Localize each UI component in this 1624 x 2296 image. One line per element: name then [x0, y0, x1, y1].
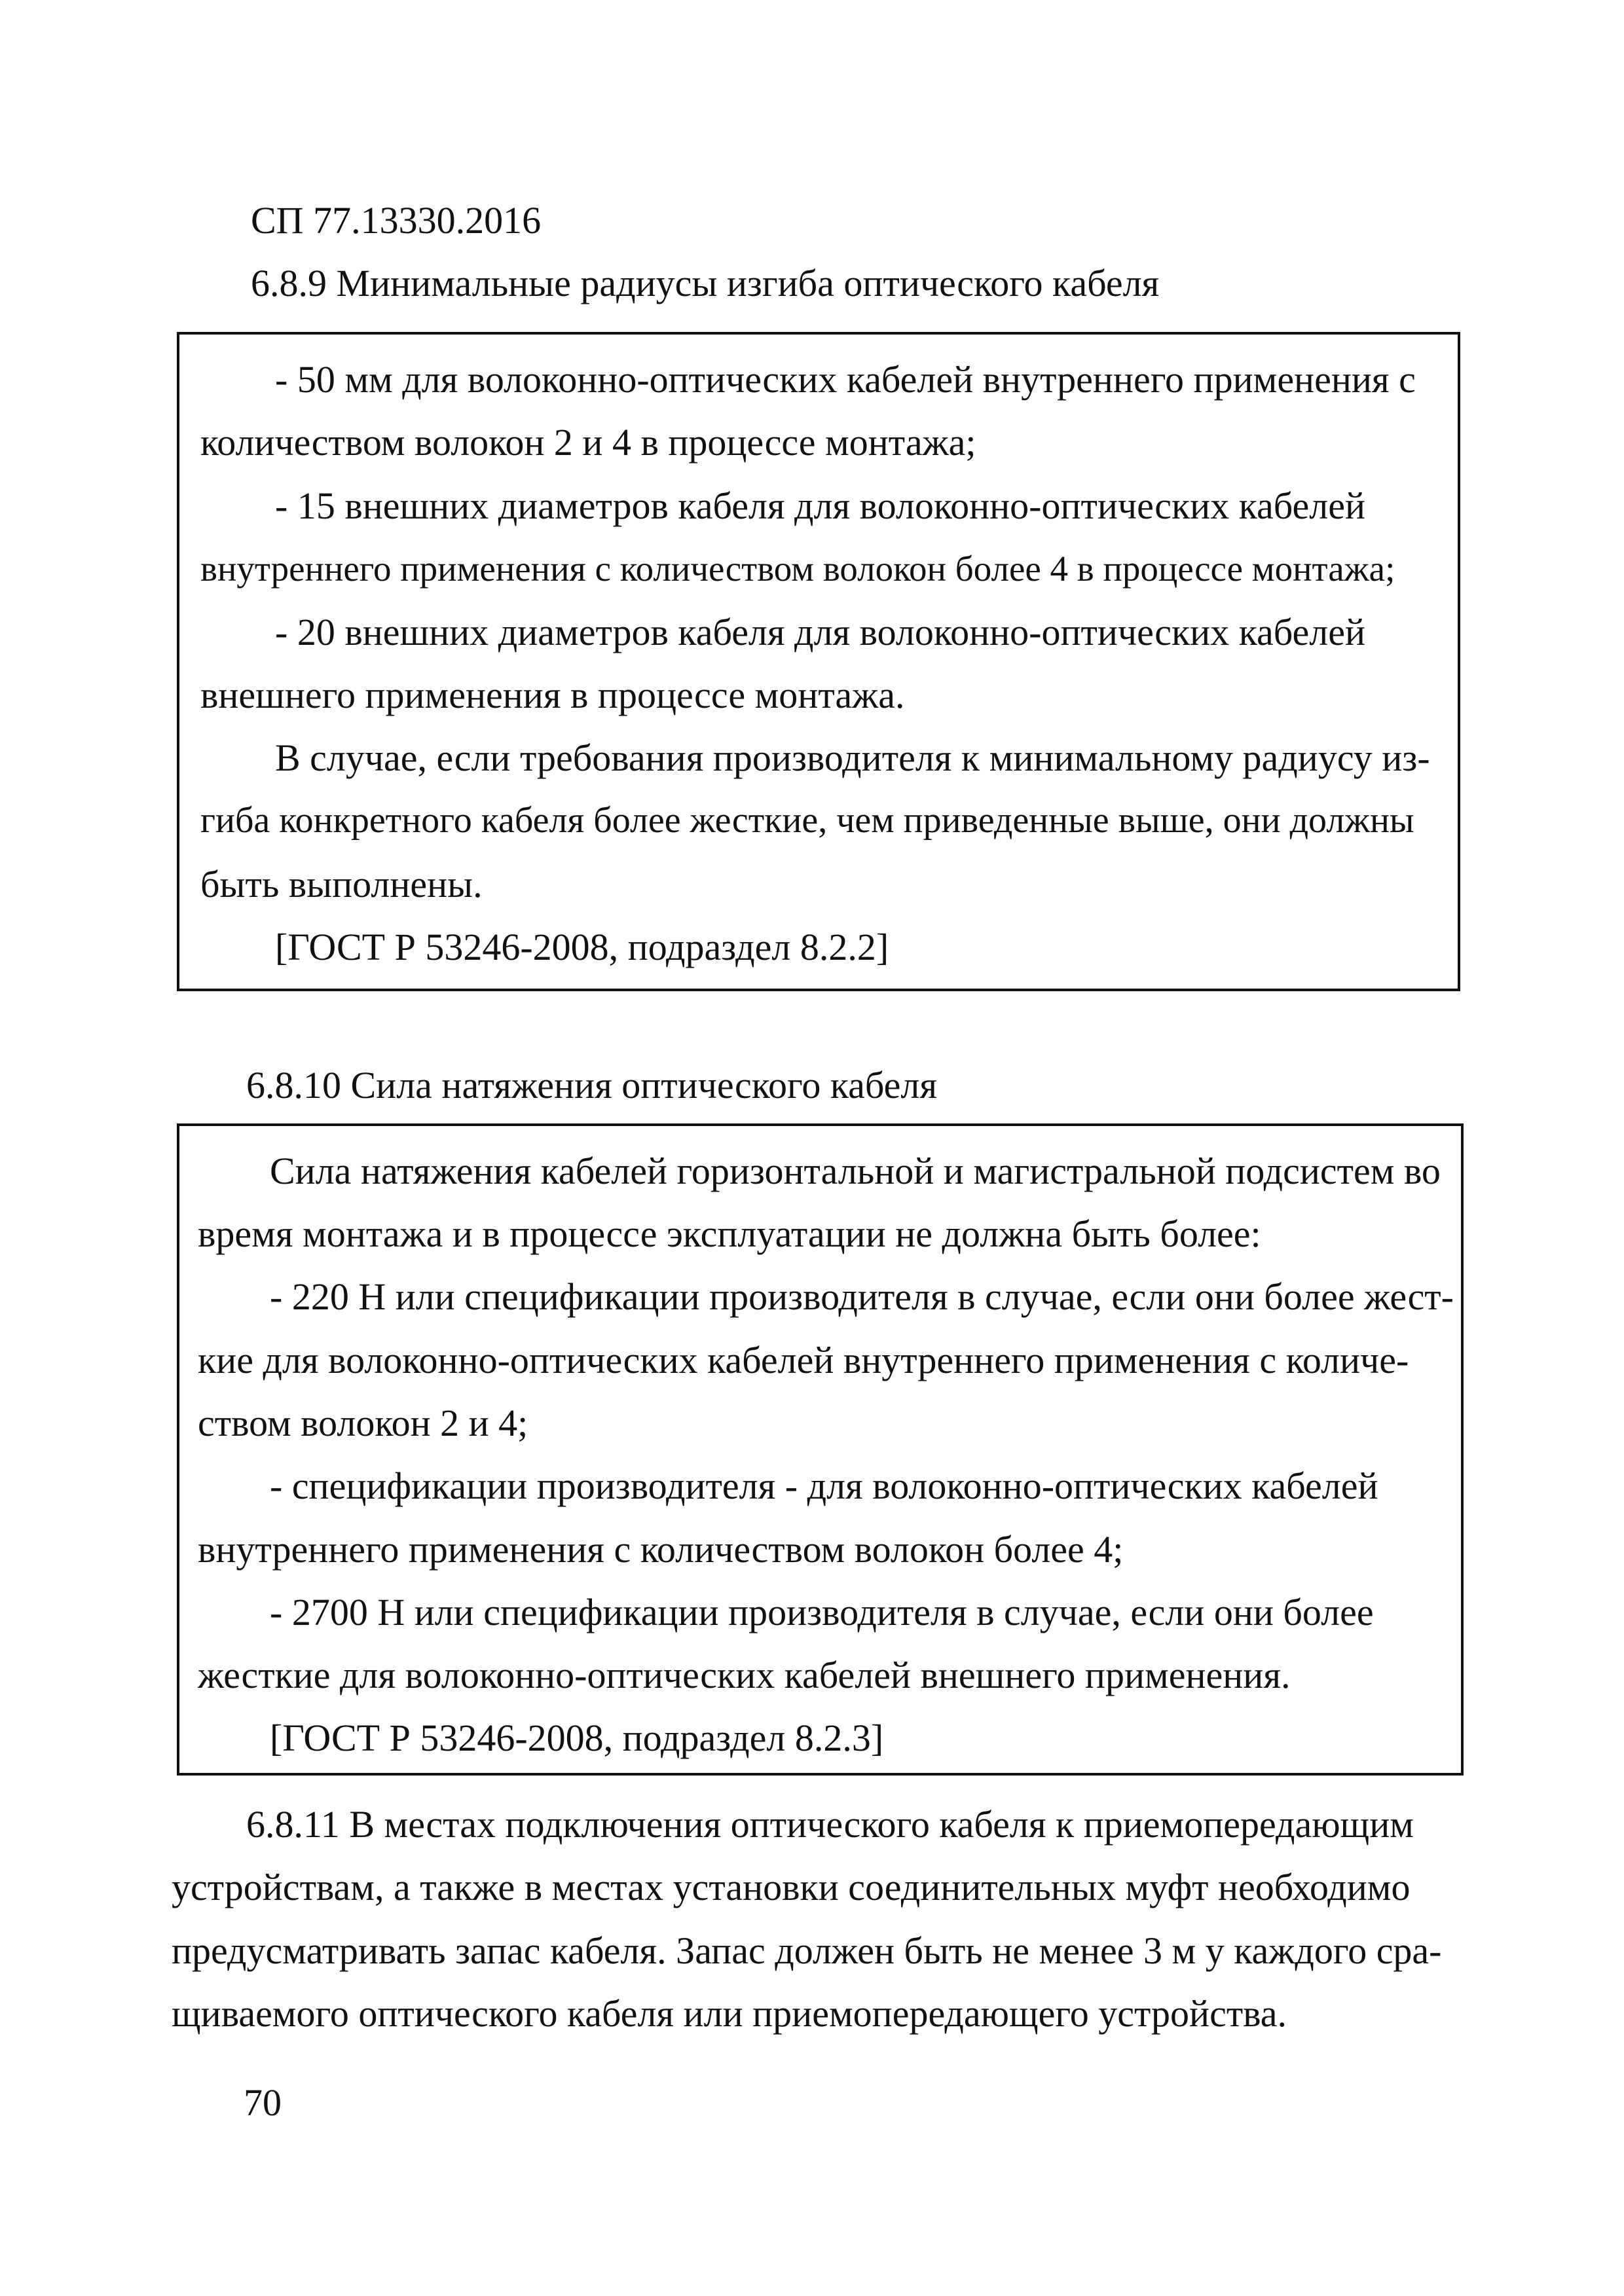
box1-line: количеством волокон 2 и 4 в процессе монтажа; [200, 421, 976, 464]
box1-line: быть выполнены. [200, 863, 483, 905]
box1-line: В случае, если требования производителя к минимальному радиусу из- [275, 737, 1430, 779]
box2-line: - спецификации производителя - для волоконно-оптических кабелей [270, 1465, 1378, 1507]
box1-line: - 15 внешних диаметров кабеля для волоконно-оптических кабелей [275, 484, 1365, 527]
section-6-8-11-line: предусматривать запас кабеля. Запас должен быть не менее 3 м у каждого сра- [172, 1929, 1442, 1972]
box1-line: гиба конкретного кабеля более жесткие, чем приведенные выше, они должны [200, 800, 1414, 841]
box1-line: - 20 внешних диаметров кабеля для волоконно-оптических кабелей [275, 611, 1365, 653]
box1-line: внутреннего применения с количеством волокон более 4 в процессе монтажа; [200, 549, 1395, 589]
box2-line: Сила натяжения кабелей горизонтальной и магистральной подсистем во [270, 1150, 1441, 1192]
document-code: СП 77.13330.2016 [251, 199, 542, 242]
section-6-8-11-line: 6.8.11 В местах подключения оптического кабеля к приемопередающим [246, 1803, 1414, 1846]
section-6-8-11-line: устройствам, а также в местах установки соединительных муфт необходимо [172, 1866, 1411, 1908]
section-6-8-11-line: щиваемого оптического кабеля или приемопередающего устройства. [172, 1992, 1287, 2035]
section-6-8-9-box [177, 332, 1460, 991]
box2-line: кие для волоконно-оптических кабелей внутреннего применения с количе- [198, 1339, 1409, 1381]
box2-line: ством волокон 2 и 4; [198, 1402, 528, 1444]
gost-reference: [ГОСТ Р 53246-2008, подраздел 8.2.2] [275, 926, 889, 968]
box1-line: - 50 мм для волоконно-оптических кабелей внутреннего применения с [275, 358, 1416, 401]
box2-line: - 2700 Н или спецификации производителя в случае, если они более [270, 1591, 1374, 1633]
box2-line: внутреннего применения с количеством волокон более 4; [198, 1528, 1124, 1571]
box2-line: - 220 Н или спецификации производителя в случае, если они более жест- [270, 1275, 1454, 1318]
section-6-8-10-heading: 6.8.10 Сила натяжения оптического кабеля [246, 1064, 938, 1106]
section-6-8-9-heading: 6.8.9 Минимальные радиусы изгиба оптического кабеля [251, 262, 1160, 304]
box1-line: внешнего применения в процессе монтажа. [200, 674, 905, 716]
section-6-8-10-box [177, 1123, 1464, 1776]
page-number: 70 [244, 2081, 282, 2124]
box2-line: время монтажа и в процессе эксплуатации не должна быть более: [198, 1212, 1261, 1255]
gost-reference: [ГОСТ Р 53246-2008, подраздел 8.2.3] [270, 1717, 884, 1759]
box2-line: жесткие для волоконно-оптических кабелей внешнего применения. [198, 1654, 1291, 1696]
